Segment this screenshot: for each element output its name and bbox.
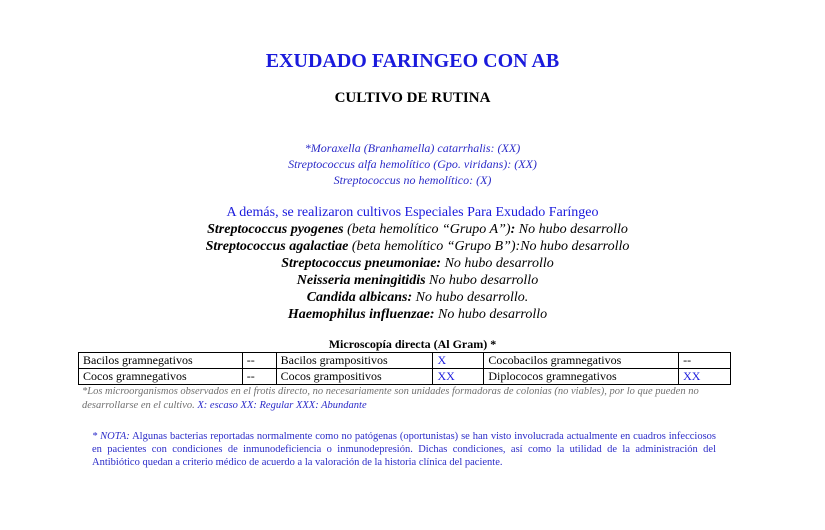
culture-separator: :: [436, 256, 442, 271]
culture-organism-name: Streptococcus pyogenes: [207, 222, 344, 237]
culture-result: No hubo desarrollo: [520, 239, 630, 254]
culture-organism-name: Haemophilus influenzae: [287, 307, 430, 322]
table-cell: Cocobacilos gramnegativos: [484, 353, 679, 369]
culture-separator: :: [429, 307, 435, 322]
culture-organism-name: Neisseria meningitidis: [296, 273, 426, 288]
table-cell: X: [433, 353, 484, 369]
table-cell: XX: [433, 369, 484, 385]
report-subtitle: CULTIVO DE RUTINA: [334, 90, 491, 106]
table-cell: Cocos gramnegativos: [79, 369, 243, 385]
special-culture-item: [5, 221, 825, 238]
organism-item: *Moraxella (Branhamella) catarrhalis: (XX): [304, 141, 521, 155]
microscopy-table: [78, 352, 731, 385]
special-cultures-intro: A demás, se realizaron cultivos Especiales Para Exudado Faríngeo: [226, 205, 599, 220]
special-culture-item: [5, 272, 825, 289]
table-row: [79, 353, 731, 369]
organism-item: Streptococcus no hemolítico: (X): [333, 173, 492, 187]
culture-separator: :: [515, 239, 521, 254]
culture-separator: :: [407, 290, 413, 305]
culture-organism-name: Candida albicans: [306, 290, 408, 305]
culture-result: No hubo desarrollo: [425, 273, 539, 288]
table-cell: Bacilos grampositivos: [276, 353, 433, 369]
special-culture-item: [5, 255, 825, 272]
special-cultures-list: [5, 221, 825, 323]
microscopy-title: Microscopía directa (Al Gram) *: [328, 337, 497, 351]
table-cell: --: [242, 369, 276, 385]
note-text: Algunas bacterias reportadas normalmente como no patógenas (oportunistas) se han visto involucrada actualmente en cuadros infecciosos en pacientes con condiciones de inmunodeficiencia o inmunodepresión. Dichas condiciones, así como la utilidad de la administración del Antibiótico quedan a criterio médico de acuerdo a la valoración de la historia clínica del paciente.: [92, 431, 716, 468]
report-title: EXUDADO FARINGEO CON AB: [265, 50, 560, 72]
culture-result: No hubo desarrollo.: [412, 290, 529, 305]
special-culture-item: [5, 306, 825, 323]
culture-separator: :: [510, 222, 516, 237]
culture-organism-name: Streptococcus pneumoniae: [281, 256, 437, 271]
footnote-text: *Los microorganismos observados en el frotis directo, no necesariamente son unidades formadoras de colonias (no viables), por lo que pueden no desarrollarse en el cultivo.: [82, 386, 699, 411]
microscopy-footnote: [82, 385, 732, 413]
culture-result: No hubo desarrollo: [434, 307, 548, 322]
note-label: * NOTA:: [92, 431, 130, 442]
table-cell: --: [242, 353, 276, 369]
culture-detail: (beta hemolítico “Grupo B”): [348, 239, 516, 254]
clinical-note: [92, 430, 716, 469]
table-cell: Cocos grampositivos: [276, 369, 433, 385]
culture-organism-name: Streptococcus agalactiae: [205, 239, 349, 254]
table-cell: XX: [679, 369, 731, 385]
culture-result: No hubo desarrollo: [441, 256, 554, 271]
organism-item: Streptococcus alfa hemolítico (Gpo. viridans): (XX): [288, 157, 537, 171]
special-culture-item: [5, 289, 825, 306]
special-culture-item: [5, 238, 825, 255]
abundance-legend: X: escaso XX: Regular XXX: Abundante: [194, 400, 367, 411]
culture-detail: (beta hemolítico “Grupo A”): [343, 222, 511, 237]
organism-list: [0, 140, 825, 188]
culture-result: No hubo desarrollo: [515, 222, 628, 237]
table-cell: Diplococos gramnegativos: [484, 369, 679, 385]
table-cell: --: [679, 353, 731, 369]
table-cell: Bacilos gramnegativos: [79, 353, 243, 369]
table-row: [79, 369, 731, 385]
